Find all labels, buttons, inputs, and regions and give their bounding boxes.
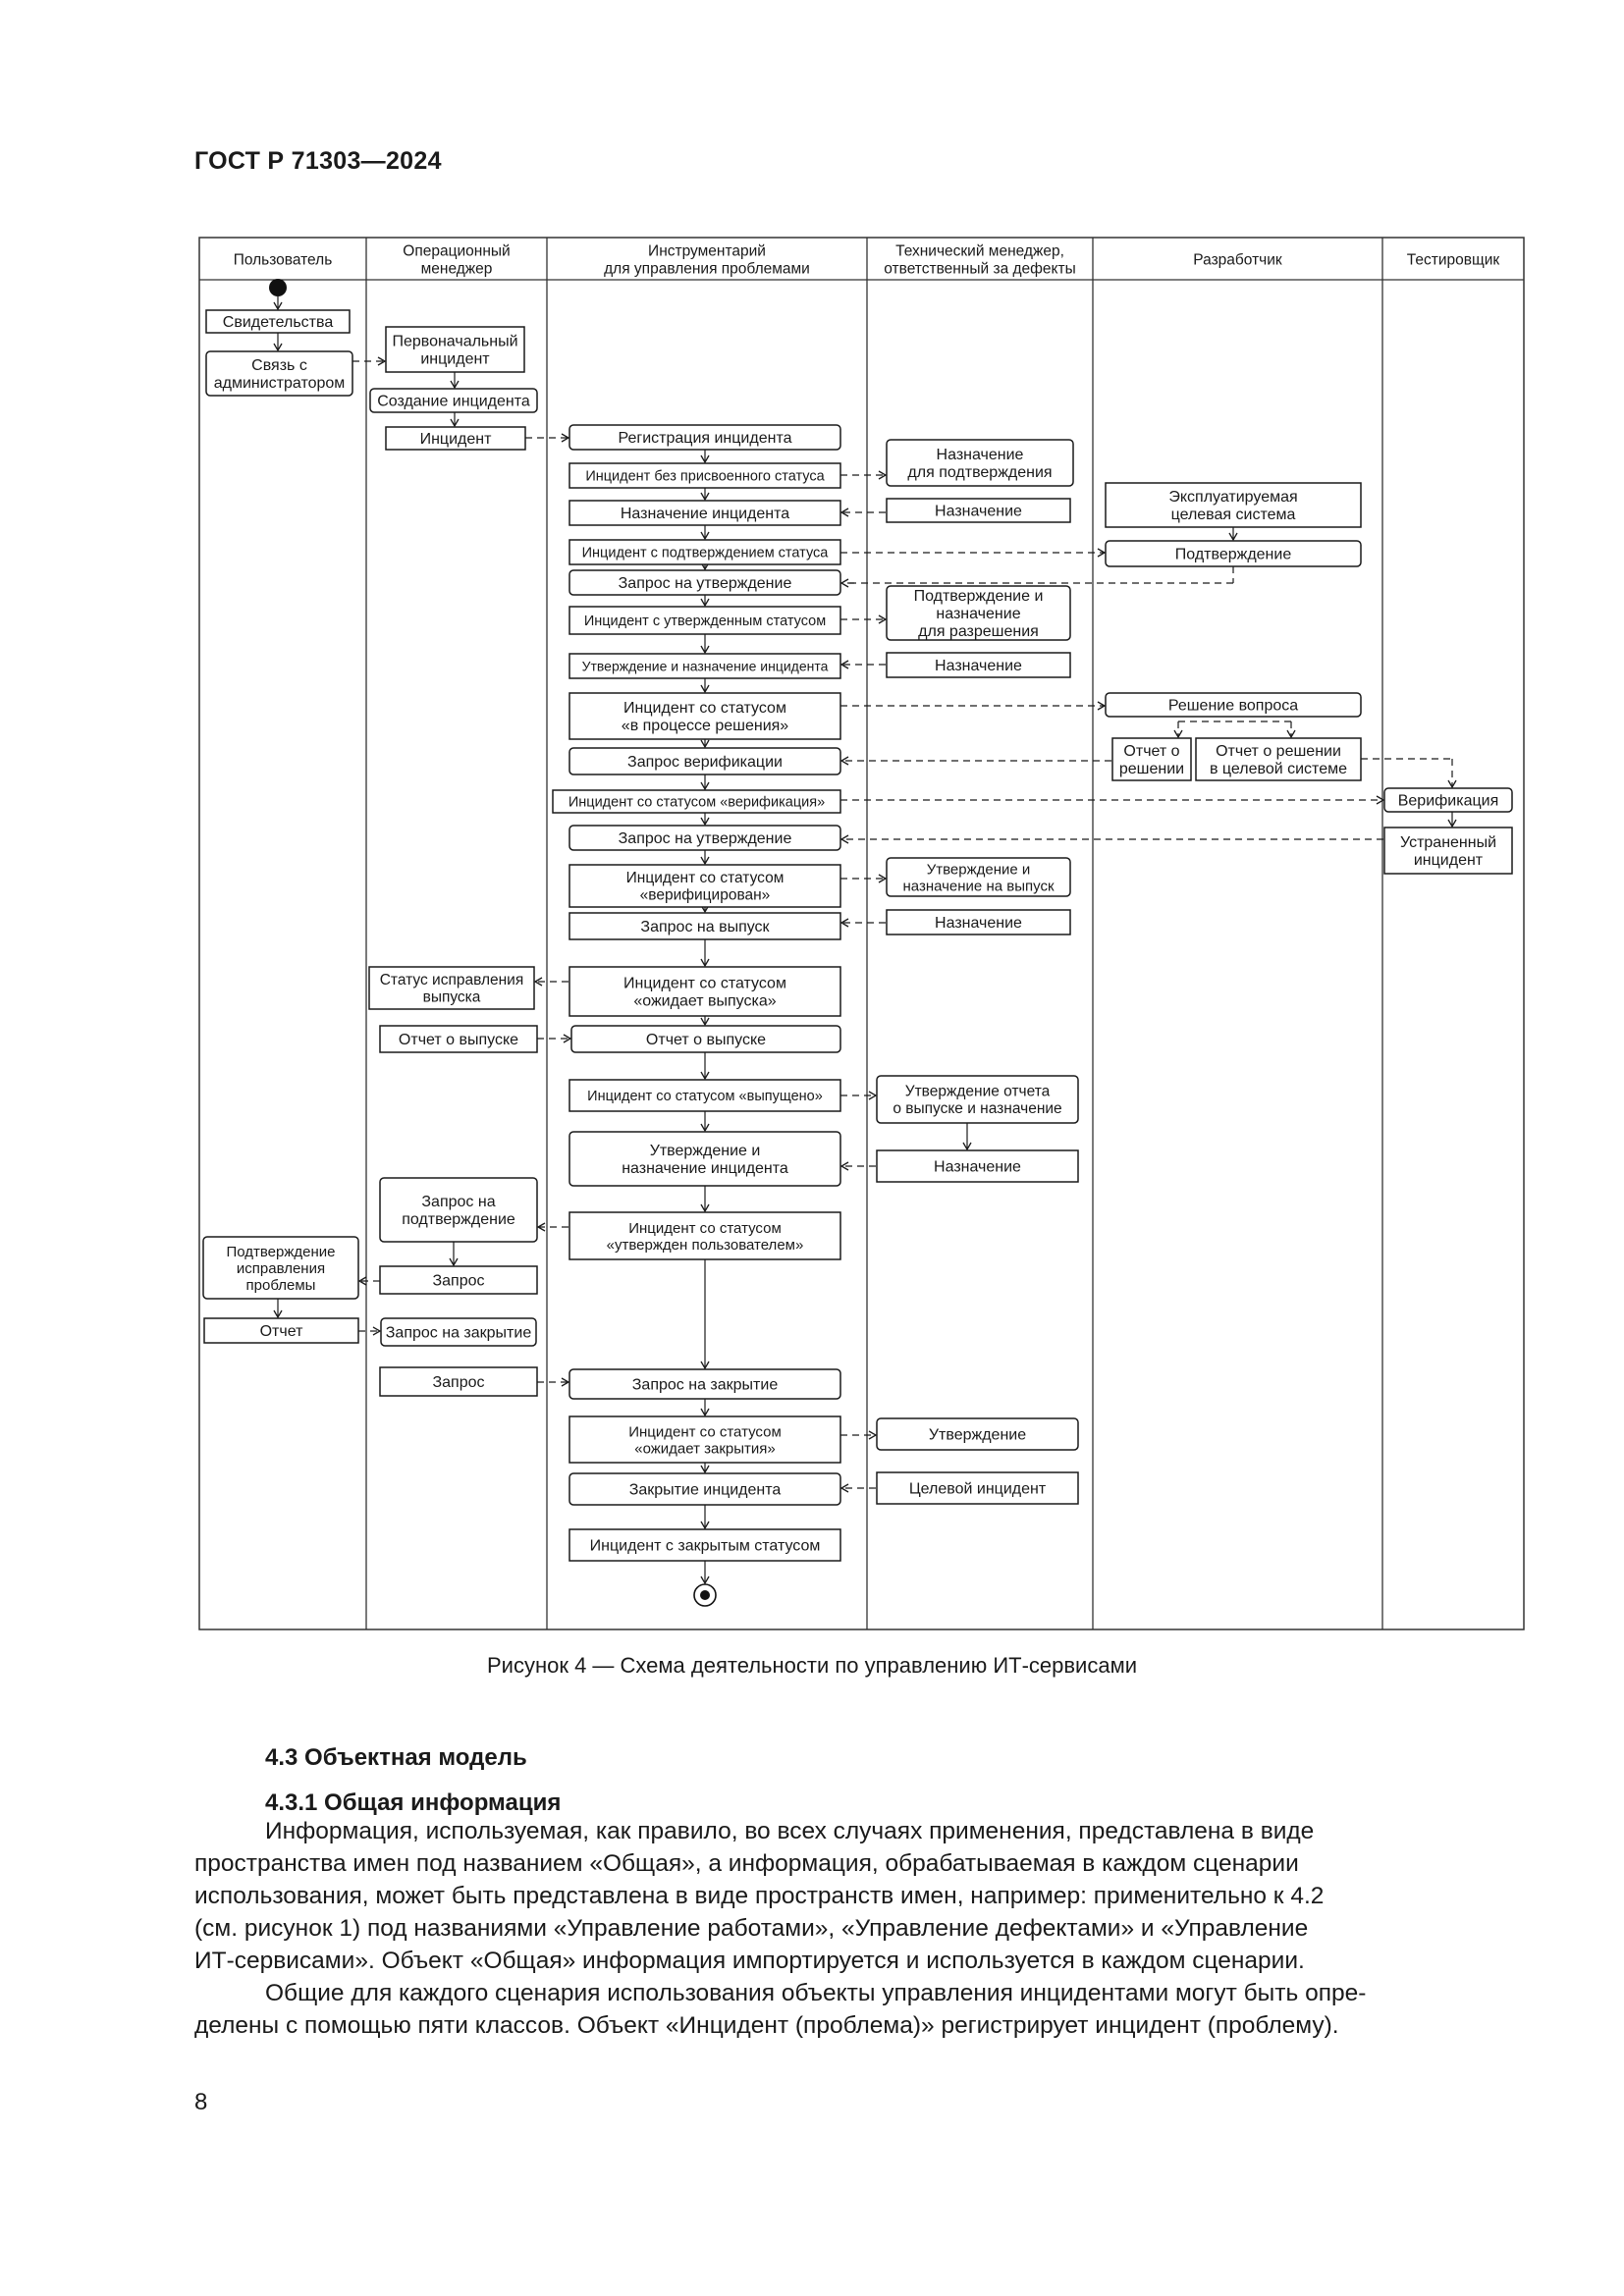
activity-node-t19	[569, 1369, 840, 1399]
activity-label: Статус исправления выпуска	[379, 972, 524, 1006]
activity-node-d2	[1106, 541, 1361, 566]
activity-node-t11	[569, 826, 840, 850]
activity-label: Закрытие инцидента	[628, 1481, 782, 1499]
activity-label: Решение вопроса	[1167, 697, 1299, 715]
paragraph-1-line: использования, может быть представлена в виде пространств имен, например: применительно к 4.2	[194, 1883, 1325, 1909]
paragraph-2-line: Общие для каждого сценария использования объекты управления инцидентами могут быть опре-	[265, 1980, 1367, 2006]
activity-label: Назначение инцидента	[620, 506, 790, 523]
activity-label: Устраненный инцидент	[1399, 834, 1497, 870]
activity-label: Регистрация инцидента	[618, 430, 792, 448]
activity-node-t13	[569, 913, 840, 939]
activity-node-t7	[569, 654, 840, 678]
activity-label: Верификация	[1397, 792, 1499, 810]
activity-node-m8	[877, 1150, 1078, 1182]
activity-label: Запрос на подтверждение	[402, 1194, 515, 1229]
figure-caption: Рисунок 4 — Схема деятельности по управлению ИТ-сервисами	[487, 1653, 1137, 1678]
activity-label: Утверждение и назначение на выпуск	[902, 861, 1055, 895]
paragraph-1-line: Информация, используемая, как правило, во всех случаях применения, представлена в виде	[265, 1818, 1315, 1844]
activity-node-t8	[569, 693, 840, 739]
activity-label: Запрос на утверждение	[618, 575, 792, 593]
activity-node-t1	[569, 425, 840, 450]
activity-node-u2	[206, 351, 352, 396]
lane-title-techmgr: Технический менеджер, ответственный за дефекты	[884, 242, 1076, 278]
activity-node-u1	[206, 310, 350, 333]
activity-label: Инцидент	[419, 431, 492, 449]
activity-label: Эксплуатируемая целевая система	[1168, 489, 1298, 524]
activity-label: Инцидент с подтверждением статуса	[581, 545, 829, 561]
activity-node-d3	[1106, 693, 1361, 717]
activity-label: Инцидент со статусом «выпущено»	[587, 1089, 823, 1105]
activity-label: Инцидент со статусом «верификация»	[568, 794, 826, 811]
activity-node-m2	[887, 499, 1070, 522]
activity-label: Подтверждение исправления проблемы	[226, 1243, 336, 1294]
activity-node-o7	[380, 1266, 537, 1294]
lane-title-tester: Тестировщик	[1406, 251, 1500, 269]
activity-label: Назначение для подтверждения	[907, 447, 1053, 482]
activity-label: Отчет о выпуске	[398, 1032, 519, 1049]
activity-node-o4	[369, 967, 534, 1009]
section-heading: 4.3 Объектная модель	[265, 1744, 527, 1771]
activity-node-o1	[386, 327, 524, 372]
activity-label: Создание инцидента	[377, 393, 530, 410]
document-header: ГОСТ Р 71303—2024	[194, 147, 442, 175]
activity-node-m5	[887, 858, 1070, 896]
activity-node-m3	[887, 586, 1070, 640]
activity-node-m7	[877, 1076, 1078, 1123]
activity-label: Утверждение и назначение инцидента	[622, 1143, 788, 1178]
activity-node-t14	[569, 967, 840, 1016]
lane-title-user: Пользователь	[233, 251, 333, 269]
activity-label: Подтверждение и назначение для разрешения	[913, 588, 1044, 641]
paragraph-1	[194, 1815, 1508, 1977]
activity-node-m6	[887, 910, 1070, 934]
paragraph-1-line: пространства имен под названием «Общая», а информация, обрабатываемая в каждом сценарии	[194, 1850, 1299, 1877]
activity-label: Запрос на закрытие	[385, 1324, 532, 1342]
activity-node-u3	[203, 1237, 358, 1299]
page-number: 8	[194, 2089, 208, 2115]
paragraph-1-line: (см. рисунок 1) под названиями «Управление работами», «Управление дефектами» и «Управление	[194, 1915, 1309, 1942]
activity-node-d4	[1112, 738, 1191, 780]
paragraph-1-line: ИТ-сервисами». Объект «Общая» информация импортируется и используется в каждом сценарии.	[194, 1948, 1305, 1974]
activity-label: Утверждение и назначение инцидента	[581, 658, 829, 674]
activity-node-t20	[569, 1416, 840, 1463]
activity-label: Утверждение	[928, 1426, 1027, 1444]
activity-label: Запрос на закрытие	[631, 1376, 779, 1394]
activity-label: Назначение	[934, 1158, 1021, 1176]
activity-label: Отчет о выпуске	[645, 1032, 767, 1049]
activity-label: Запрос верификации	[627, 754, 783, 772]
activity-node-m9	[877, 1418, 1078, 1450]
activity-node-t17	[569, 1132, 840, 1186]
activity-node-t4	[569, 540, 840, 564]
activity-label: Назначение	[935, 503, 1022, 520]
activity-label: Инцидент с закрытым статусом	[589, 1537, 821, 1555]
activity-node-t3	[569, 501, 840, 525]
activity-label: Инцидент со статусом «в процессе решения»	[621, 700, 789, 735]
activity-label: Запрос на выпуск	[640, 919, 770, 936]
lane-title-tool: Инструментарий для управления проблемами	[604, 242, 810, 278]
activity-label: Свидетельства	[222, 314, 334, 332]
activity-label: Инцидент со статусом «верифицирован»	[625, 870, 785, 904]
activity-label: Отчет	[259, 1323, 303, 1341]
activity-node-t16	[569, 1080, 840, 1111]
activity-node-o9	[380, 1367, 537, 1396]
subsection-heading: 4.3.1 Общая информация	[265, 1789, 562, 1816]
activity-node-t22	[569, 1529, 840, 1561]
activity-label: Назначение	[935, 915, 1022, 933]
lane-title-dev: Разработчик	[1193, 251, 1282, 269]
activity-node-t21	[569, 1473, 840, 1505]
activity-node-m4	[887, 653, 1070, 677]
activity-node-t6	[569, 607, 840, 634]
activity-label: Инцидент со статусом «ожидает закрытия»	[628, 1423, 782, 1458]
activity-label: Связь с администратором	[213, 357, 346, 393]
activity-node-m1	[887, 440, 1073, 486]
activity-label: Первоначальный инцидент	[392, 333, 518, 368]
activity-label: Назначение	[935, 658, 1022, 675]
activity-label: Запрос на утверждение	[618, 830, 792, 848]
activity-label: Инцидент без присвоенного статуса	[585, 468, 825, 485]
activity-node-q1	[1384, 788, 1512, 812]
activity-node-t18	[569, 1212, 840, 1259]
activity-label: Запрос	[432, 1272, 485, 1290]
activity-node-t15	[571, 1026, 840, 1052]
activity-node-t12	[569, 865, 840, 907]
activity-label: Инцидент со статусом «утвержден пользователем»	[606, 1219, 804, 1254]
activity-node-o5	[380, 1026, 537, 1052]
activity-node-u4	[204, 1318, 358, 1343]
activity-label: Отчет о решении	[1118, 743, 1185, 778]
paragraph-2	[194, 1977, 1508, 2042]
activity-node-d5	[1196, 738, 1361, 780]
activity-node-o2	[370, 389, 537, 412]
activity-label: Отчет о решении в целевой системе	[1209, 743, 1348, 778]
activity-node-d1	[1106, 483, 1361, 527]
activity-node-t9	[569, 748, 840, 774]
start-node	[269, 279, 287, 296]
activity-node-q2	[1384, 828, 1512, 874]
activity-node-t5	[569, 570, 840, 595]
activity-node-m10	[877, 1472, 1078, 1504]
activity-node-t10	[553, 790, 840, 813]
lane-title-opmgr: Операционный менеджер	[403, 242, 511, 278]
activity-label: Запрос	[432, 1374, 485, 1392]
activity-label: Инцидент с утвержденным статусом	[583, 614, 827, 630]
activity-label: Подтверждение	[1174, 546, 1292, 563]
activity-node-o6	[380, 1178, 537, 1242]
activity-label: Целевой инцидент	[908, 1480, 1047, 1498]
end-node-core	[700, 1590, 710, 1600]
activity-label: Инцидент со статусом «ожидает выпуска»	[623, 975, 786, 1010]
paragraph-2-line: делены с помощью пяти классов. Объект «Инцидент (проблема)» регистрирует инцидент (проблему).	[194, 2012, 1339, 2039]
activity-node-o8	[381, 1318, 536, 1346]
activity-label: Утверждение отчета о выпуске и назначение	[893, 1083, 1062, 1118]
activity-node-t2	[569, 463, 840, 488]
activity-node-o3	[386, 427, 525, 450]
